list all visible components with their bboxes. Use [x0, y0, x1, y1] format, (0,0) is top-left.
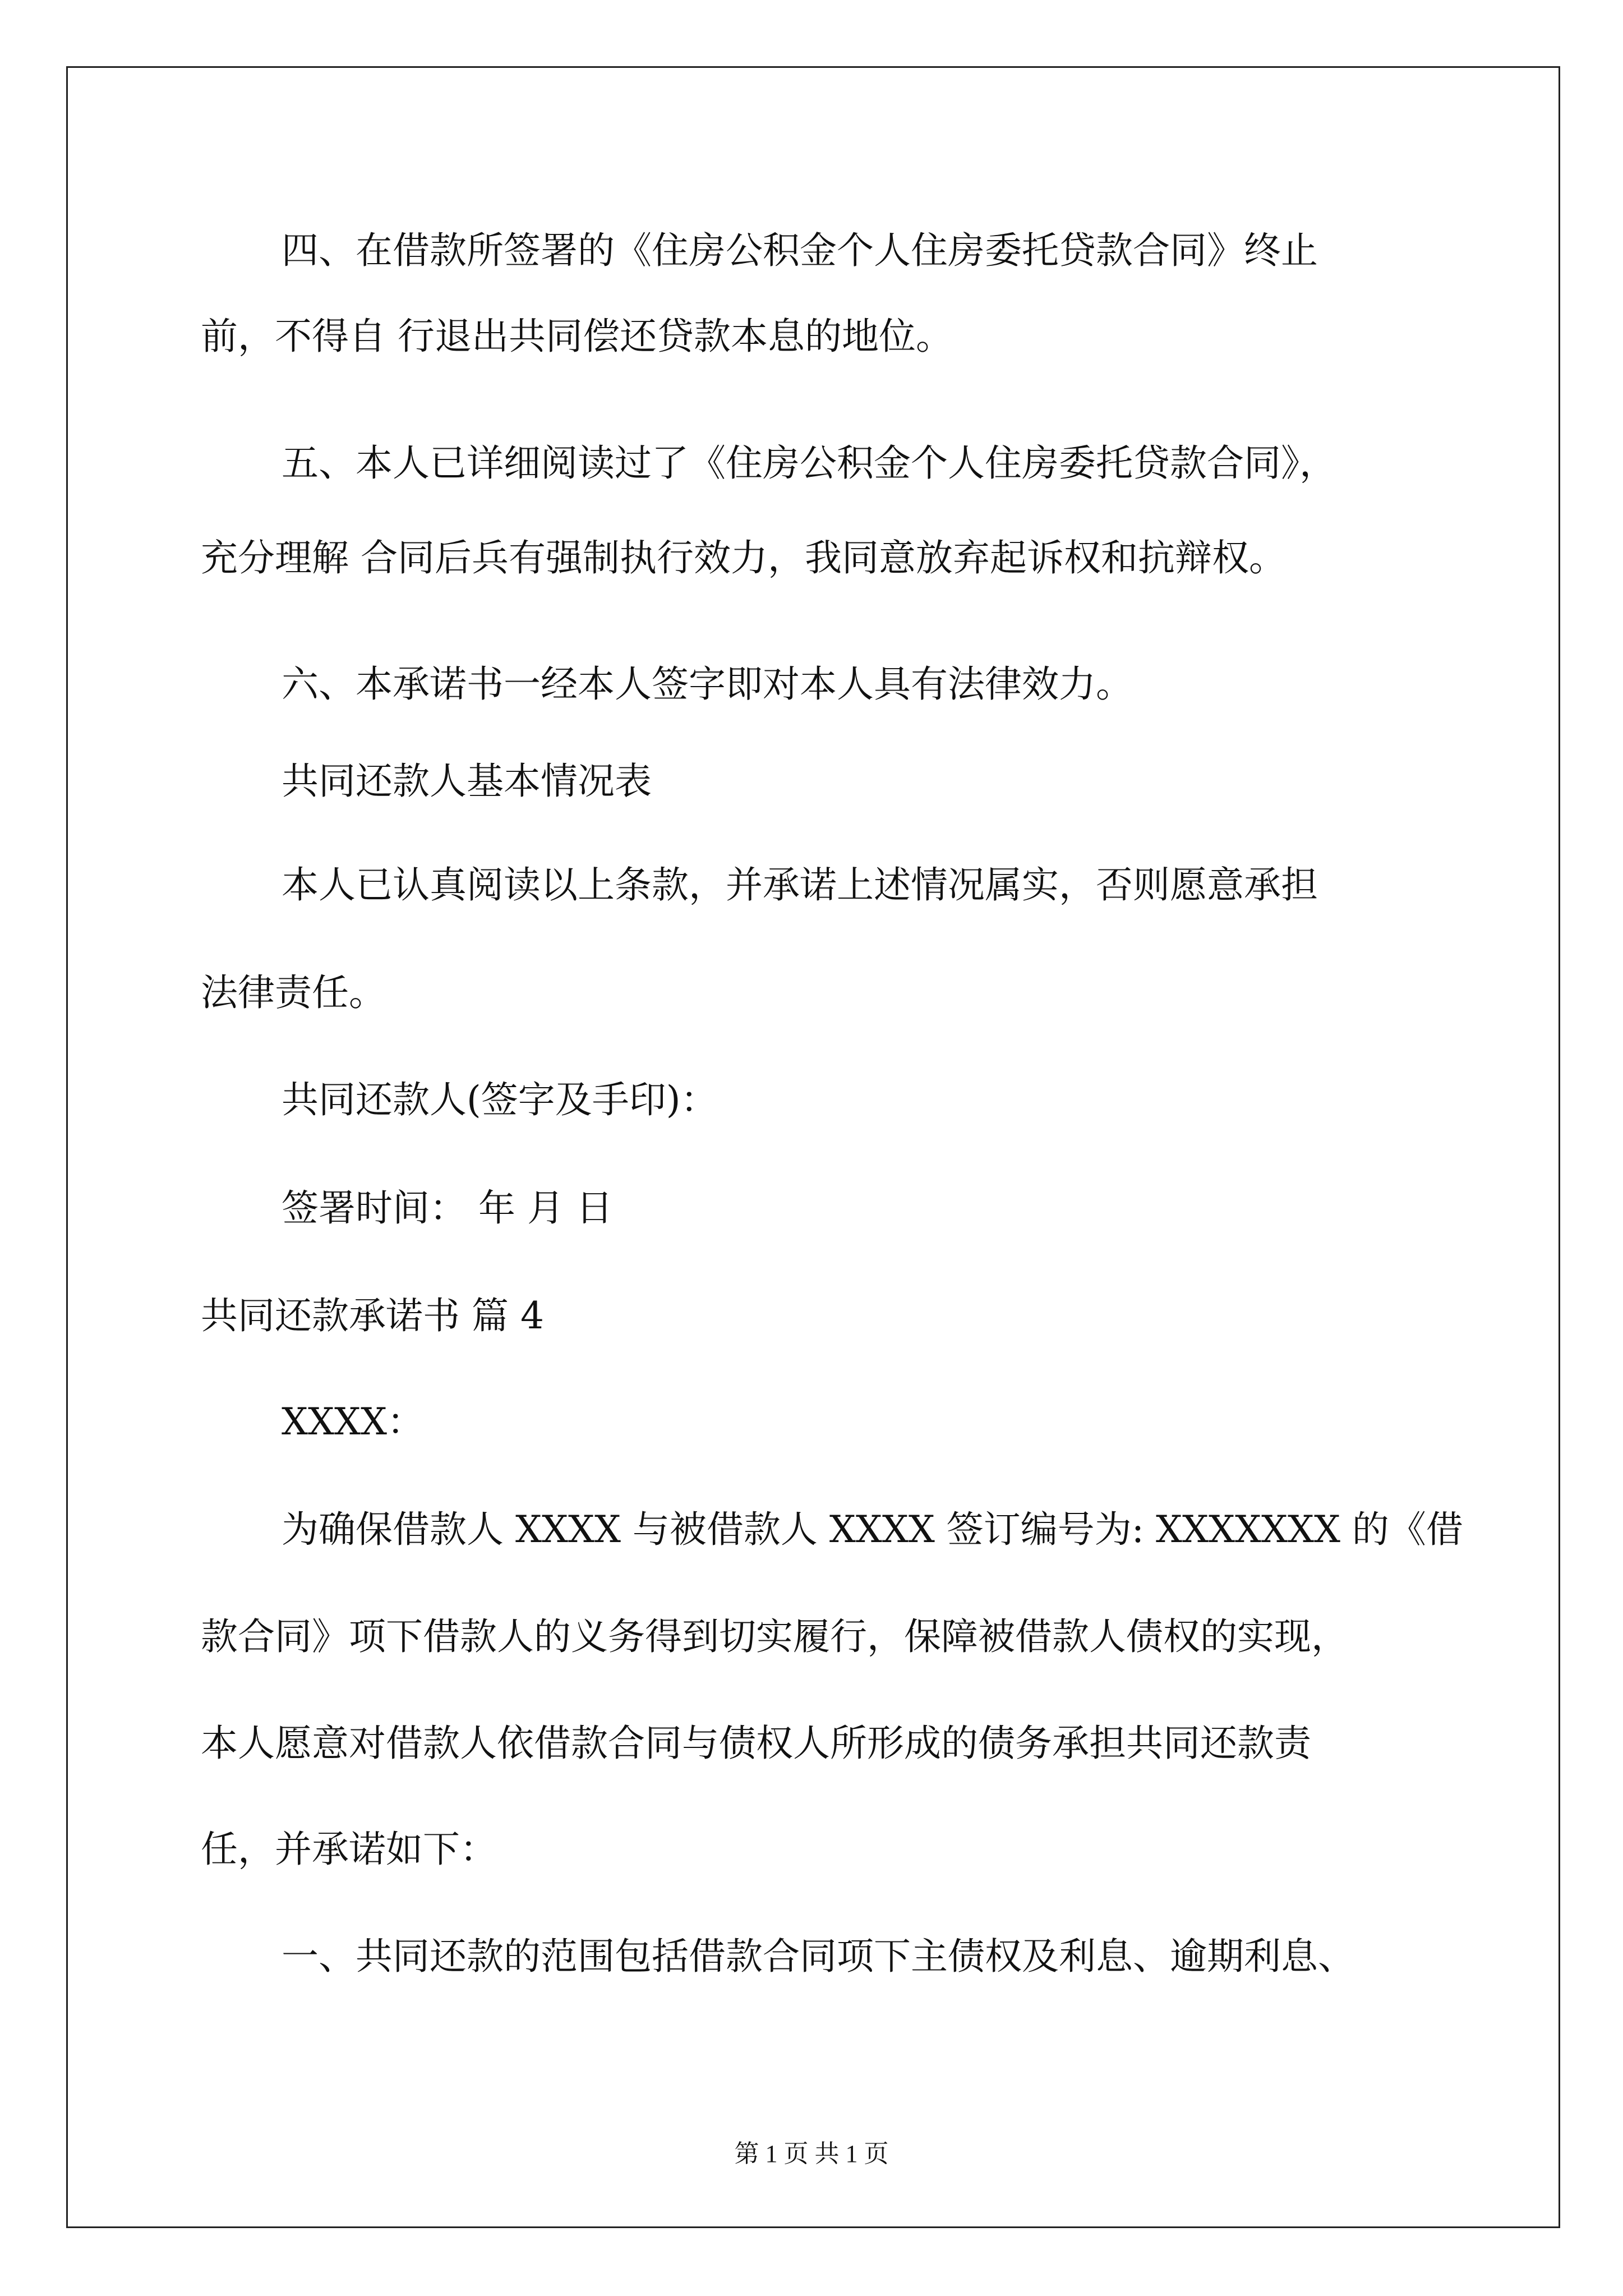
intro-line-3: 本人愿意对借款人依借款合同与债权人所形成的债务承担共同还款责 [201, 1722, 1311, 1765]
intro-line-4: 任，并承诺如下： [201, 1828, 497, 1871]
page-border [66, 66, 1560, 2228]
signing-date-label: 签署时间： 年 月 日 [282, 1186, 613, 1230]
clause-5-line-2: 充分理解 合同后兵有强制执行效力，我同意放弃起诉权和抗辩权。 [201, 536, 1286, 579]
clause-6: 六、本承诺书一经本人签字即对本人具有法律效力。 [282, 662, 1133, 706]
clause-5-line-1: 五、本人已详细阅读过了《住房公积金个人住房委托贷款合同》， [282, 441, 1336, 485]
declaration-line-2: 法律责任。 [201, 971, 386, 1014]
clause-1-line-1: 一、共同还款的范围包括借款合同项下主债权及利息、逾期利息、 [282, 1935, 1355, 1978]
addressee: XXXX： [282, 1400, 424, 1443]
signature-label: 共同还款人(签字及手印)： [282, 1078, 718, 1121]
clause-4-line-1: 四、在借款所签署的《住房公积金个人住房委托贷款合同》终止 [282, 229, 1318, 272]
section-heading: 共同还款承诺书 篇 4 [201, 1294, 544, 1337]
table-title: 共同还款人基本情况表 [282, 760, 652, 803]
page-number: 第 1 页 共 1 页 [734, 2140, 889, 2168]
intro-line-1: 为确保借款人 XXXX 与被借款人 XXXX 签订编号为: XXXXXXX 的《借 [282, 1508, 1463, 1551]
declaration-line-1: 本人已认真阅读以上条款，并承诺上述情况属实，否则愿意承担 [282, 863, 1318, 907]
intro-line-2: 款合同》项下借款人的义务得到切实履行，保障被借款人债权的实现， [201, 1615, 1348, 1658]
clause-4-line-2: 前，不得自 行退出共同偿还贷款本息的地位。 [201, 315, 953, 358]
